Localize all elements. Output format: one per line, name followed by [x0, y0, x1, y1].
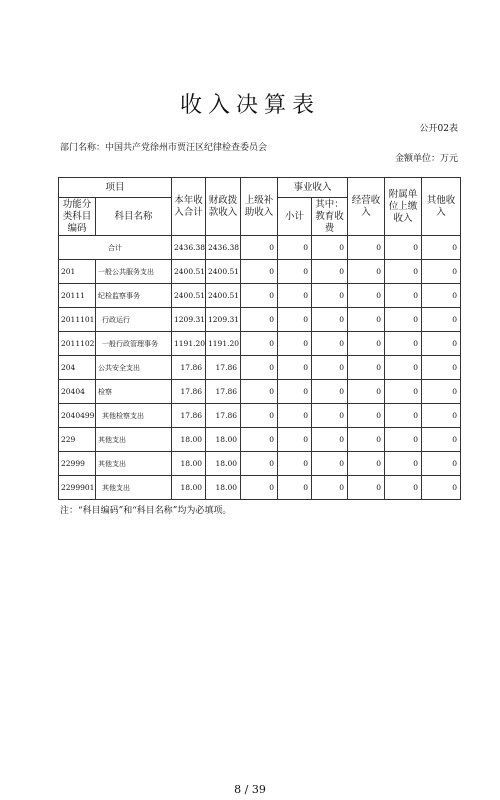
row-code: 22999 [59, 452, 96, 476]
row-value: 0 [422, 308, 461, 332]
row-value: 17.86 [172, 404, 206, 428]
row-value: 0 [348, 308, 385, 332]
row-code: 2011101 [59, 308, 96, 332]
row-code: 204 [59, 356, 96, 380]
row-value: 0 [385, 356, 422, 380]
row-subject-name: 一般行政管理事务 [96, 332, 172, 356]
row-value: 18.00 [172, 428, 206, 452]
header-career: 事业收入 [278, 178, 348, 198]
row-value: 0 [422, 284, 461, 308]
row-value: 0 [385, 308, 422, 332]
table-row [59, 428, 461, 452]
row-value: 0 [312, 284, 348, 308]
row-subject-name: 其他支出 [96, 428, 172, 452]
row-value: 0 [278, 476, 312, 500]
table-row [59, 404, 461, 428]
row-code: 2040499 [59, 404, 96, 428]
row-value: 0 [348, 260, 385, 284]
row-value: 0 [312, 356, 348, 380]
row-value: 0 [278, 356, 312, 380]
header-other: 其他收入 [422, 178, 461, 236]
row-subject-name: 检察 [96, 380, 172, 404]
header-item: 项目 [59, 178, 172, 198]
row-value: 0 [241, 284, 278, 308]
row-value: 0 [422, 428, 461, 452]
row-code: 20404 [59, 380, 96, 404]
total-value: 0 [312, 236, 348, 260]
row-value: 0 [348, 332, 385, 356]
row-value: 2400.51 [206, 284, 241, 308]
row-value: 0 [241, 260, 278, 284]
row-value: 0 [348, 428, 385, 452]
row-value: 0 [312, 332, 348, 356]
header-education: 其中：教育收费 [312, 198, 348, 236]
row-value: 18.00 [206, 428, 241, 452]
row-value: 0 [422, 404, 461, 428]
row-value: 18.00 [206, 452, 241, 476]
row-value: 0 [348, 356, 385, 380]
row-subject-name: 其他检察支出 [96, 404, 172, 428]
row-value: 0 [348, 476, 385, 500]
page-title: 收入决算表 [179, 93, 320, 118]
header-func-code: 功能分类科目编码 [59, 198, 96, 236]
header-operating: 经营收入 [348, 178, 385, 236]
row-value: 0 [312, 428, 348, 452]
row-value: 0 [422, 356, 461, 380]
row-value: 17.86 [172, 356, 206, 380]
row-value: 1191.20 [172, 332, 206, 356]
row-subject-name: 其他支出 [96, 476, 172, 500]
row-value: 0 [312, 380, 348, 404]
row-value: 0 [241, 356, 278, 380]
header-subtotal: 小计 [278, 198, 312, 236]
row-value: 0 [241, 404, 278, 428]
department-name: 部门名称：中国共产党徐州市贾汪区纪律检查委员会 [60, 143, 268, 153]
row-value: 0 [241, 380, 278, 404]
row-value: 18.00 [172, 452, 206, 476]
row-value: 0 [312, 404, 348, 428]
row-value: 0 [312, 308, 348, 332]
row-value: 0 [385, 428, 422, 452]
footnote: 注：“科目编码”和“科目名称”均为必填项。 [60, 506, 232, 516]
table-row [59, 260, 461, 284]
row-subject-name: 纪检监察事务 [96, 284, 172, 308]
row-code: 2011102 [59, 332, 96, 356]
row-value: 1191.20 [206, 332, 241, 356]
row-value: 0 [385, 332, 422, 356]
row-value: 0 [385, 380, 422, 404]
total-value: 0 [278, 236, 312, 260]
header-subsidy: 上级补助收入 [241, 178, 278, 236]
row-value: 17.86 [206, 356, 241, 380]
income-table [58, 177, 461, 500]
row-value: 0 [385, 452, 422, 476]
row-value: 0 [278, 260, 312, 284]
row-subject-name: 一般公共服务支出 [96, 260, 172, 284]
row-value: 0 [312, 452, 348, 476]
total-value: 0 [385, 236, 422, 260]
row-value: 0 [312, 476, 348, 500]
total-value: 0 [422, 236, 461, 260]
row-value: 0 [422, 476, 461, 500]
row-value: 0 [385, 284, 422, 308]
table-row [59, 356, 461, 380]
row-value: 0 [385, 404, 422, 428]
row-value: 0 [422, 332, 461, 356]
header-total: 本年收入合计 [172, 178, 206, 236]
row-value: 17.86 [206, 380, 241, 404]
header-fiscal: 财政拨款收入 [206, 178, 241, 236]
row-subject-name: 其他支出 [96, 452, 172, 476]
row-value: 1209.31 [206, 308, 241, 332]
row-value: 0 [241, 332, 278, 356]
row-code: 229 [59, 428, 96, 452]
row-value: 0 [278, 308, 312, 332]
row-value: 0 [278, 404, 312, 428]
table-row [59, 452, 461, 476]
total-label: 合计 [59, 236, 172, 260]
row-value: 0 [422, 260, 461, 284]
total-value: 0 [241, 236, 278, 260]
row-value: 2400.51 [206, 260, 241, 284]
total-value: 2436.38 [172, 236, 206, 260]
header-affiliated: 附属单位上缴收入 [385, 178, 422, 236]
row-value: 2400.51 [172, 284, 206, 308]
row-subject-name: 行政运行 [96, 308, 172, 332]
row-code: 20111 [59, 284, 96, 308]
row-value: 2400.51 [172, 260, 206, 284]
row-value: 0 [348, 380, 385, 404]
table-row [59, 308, 461, 332]
total-value: 2436.38 [206, 236, 241, 260]
row-value: 0 [241, 428, 278, 452]
row-value: 0 [241, 452, 278, 476]
table-row [59, 332, 461, 356]
table-row [59, 284, 461, 308]
table-row [59, 476, 461, 500]
row-value: 0 [241, 308, 278, 332]
page-number: 8 / 39 [234, 783, 266, 796]
row-code: 2299901 [59, 476, 96, 500]
row-value: 0 [348, 284, 385, 308]
row-subject-name: 公共安全支出 [96, 356, 172, 380]
total-row [59, 236, 461, 260]
row-value: 1209.31 [172, 308, 206, 332]
total-value: 0 [348, 236, 385, 260]
row-value: 0 [385, 476, 422, 500]
row-value: 0 [278, 284, 312, 308]
row-value: 0 [385, 260, 422, 284]
row-value: 17.86 [172, 380, 206, 404]
row-value: 0 [422, 380, 461, 404]
row-value: 0 [241, 476, 278, 500]
row-value: 0 [312, 260, 348, 284]
row-value: 0 [278, 380, 312, 404]
row-value: 0 [422, 452, 461, 476]
row-value: 0 [278, 452, 312, 476]
row-value: 17.86 [206, 404, 241, 428]
amount-unit: 金额单位：万元 [394, 154, 458, 164]
header-subject-name: 科目名称 [96, 198, 172, 236]
row-value: 0 [278, 332, 312, 356]
row-value: 18.00 [172, 476, 206, 500]
row-code: 201 [59, 260, 96, 284]
row-value: 0 [278, 428, 312, 452]
row-value: 18.00 [206, 476, 241, 500]
row-value: 0 [348, 452, 385, 476]
row-value: 0 [348, 404, 385, 428]
table-row [59, 380, 461, 404]
form-code: 公开02表 [419, 124, 458, 134]
